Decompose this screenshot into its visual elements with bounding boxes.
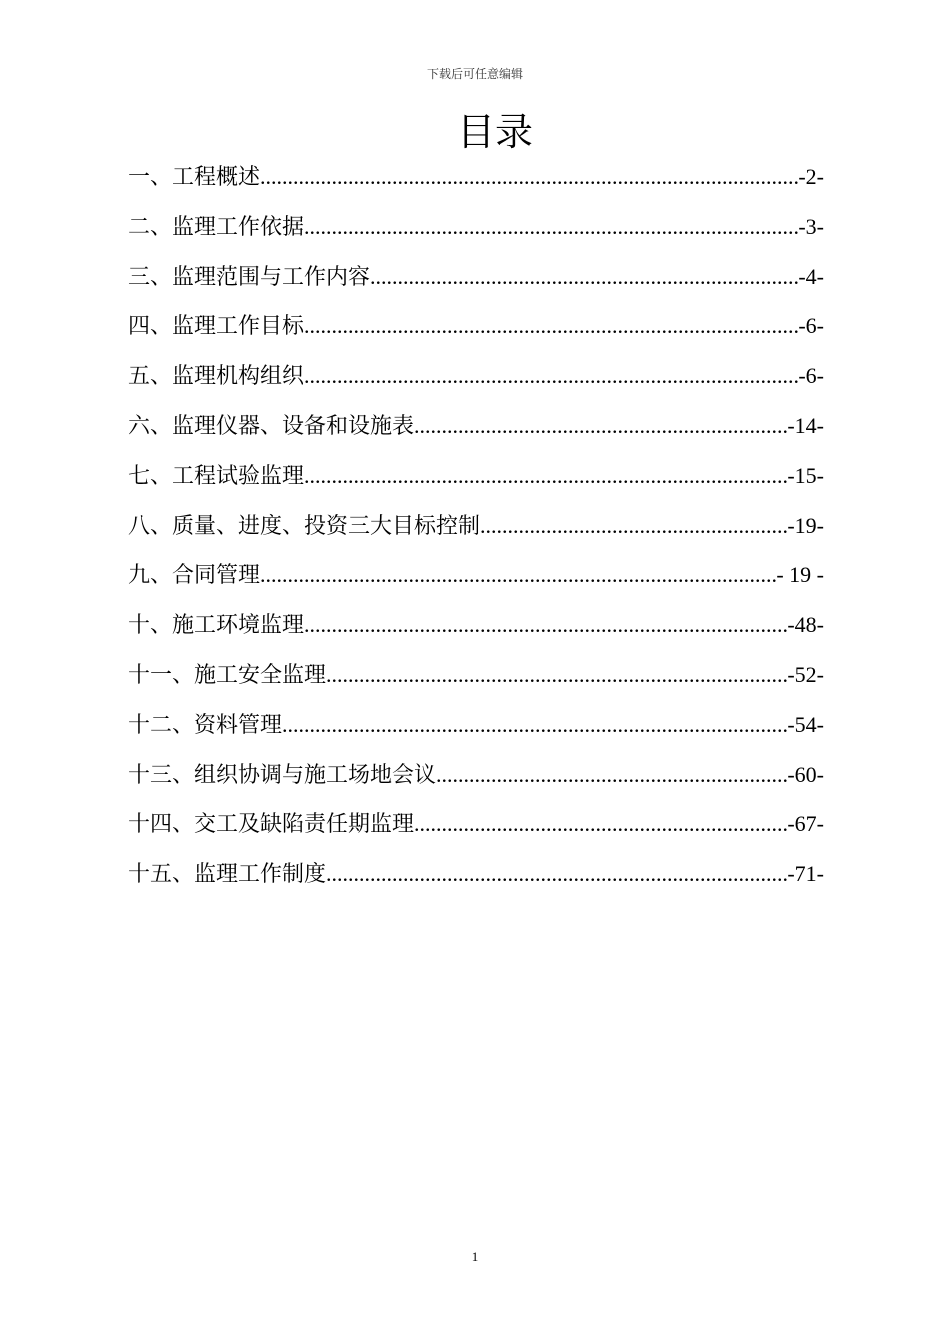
toc-title: 目录 (456, 110, 533, 154)
toc-entry[interactable] (128, 700, 824, 750)
toc-dot-leader (326, 650, 787, 700)
toc-entry[interactable] (128, 600, 824, 650)
page-number: 1 (471, 1249, 479, 1264)
toc-entry-label: 三、监理范围与工作内容 (128, 264, 371, 290)
toc-entry-label: 七、工程试验监理 (128, 463, 305, 489)
toc-entry[interactable] (128, 550, 824, 600)
toc-entry-label: 十三、组织协调与施工场地会议 (128, 762, 437, 788)
toc-entry-page: -54- (787, 711, 824, 737)
toc-entry-label: 四、监理工作目标 (128, 314, 305, 340)
toc-entry-page: -14- (787, 412, 824, 438)
toc-dot-leader (304, 202, 798, 252)
toc-entry-label: 十、施工环境监理 (128, 613, 305, 639)
toc-entry-page: -3- (798, 213, 824, 239)
toc-entry-label: 一、工程概述 (128, 165, 261, 190)
toc-entry[interactable] (128, 501, 824, 551)
toc-entry-page: -60- (787, 761, 824, 787)
toc-entry-page: - 19 - (776, 562, 824, 588)
toc-entry-label: 六、监理仪器、设备和设施表 (128, 413, 415, 439)
toc-entry[interactable] (128, 152, 824, 202)
toc-entry-page: -6- (798, 313, 824, 339)
toc-entry[interactable] (128, 750, 824, 800)
toc-entry-label: 十一、施工安全监理 (128, 662, 327, 688)
toc-entry-label: 八、质量、进度、投资三大目标控制 (128, 513, 481, 539)
toc-entry-page: -67- (787, 811, 824, 837)
toc-dot-leader (436, 750, 787, 800)
toc-entry-label: 五、监理机构组织 (128, 364, 305, 390)
toc-dot-leader (304, 351, 798, 401)
toc-dot-leader (480, 501, 787, 551)
toc-dot-leader (260, 550, 776, 600)
toc-entry[interactable] (128, 202, 824, 252)
toc-entry-page: -2- (798, 164, 824, 189)
toc-dot-leader (414, 799, 787, 849)
toc-entry-page: -4- (798, 263, 824, 289)
toc-entry[interactable] (128, 301, 824, 351)
toc-entry[interactable] (128, 351, 824, 401)
toc-dot-leader (282, 700, 787, 750)
toc-dot-leader (326, 849, 787, 899)
header-note: 下载后可任意编辑 (426, 67, 523, 81)
toc-dot-leader (304, 451, 787, 501)
toc-dot-leader (370, 252, 798, 302)
toc-dot-leader (304, 301, 798, 351)
toc-entry[interactable] (128, 252, 824, 302)
toc-entry[interactable] (128, 451, 824, 501)
toc-entry-label: 十二、资料管理 (128, 712, 283, 738)
toc-entry-page: -71- (787, 861, 824, 887)
toc-dot-leader (414, 401, 787, 451)
toc-entry[interactable] (128, 849, 824, 899)
table-of-contents (128, 152, 824, 899)
toc-dot-leader (260, 152, 798, 202)
toc-entry-page: -48- (787, 612, 824, 638)
toc-entry-page: -52- (787, 661, 824, 687)
toc-entry-page: -15- (787, 462, 824, 488)
toc-entry[interactable] (128, 799, 824, 849)
toc-dot-leader (304, 600, 787, 650)
toc-entry-page: -19- (787, 512, 824, 538)
toc-entry-label: 十四、交工及缺陷责任期监理 (128, 812, 415, 838)
toc-entry[interactable] (128, 650, 824, 700)
toc-entry-page: -6- (798, 363, 824, 389)
toc-entry-label: 十五、监理工作制度 (128, 862, 327, 888)
toc-entry[interactable] (128, 401, 824, 451)
toc-entry-label: 九、合同管理 (128, 563, 261, 589)
toc-entry-label: 二、监理工作依据 (128, 214, 305, 240)
